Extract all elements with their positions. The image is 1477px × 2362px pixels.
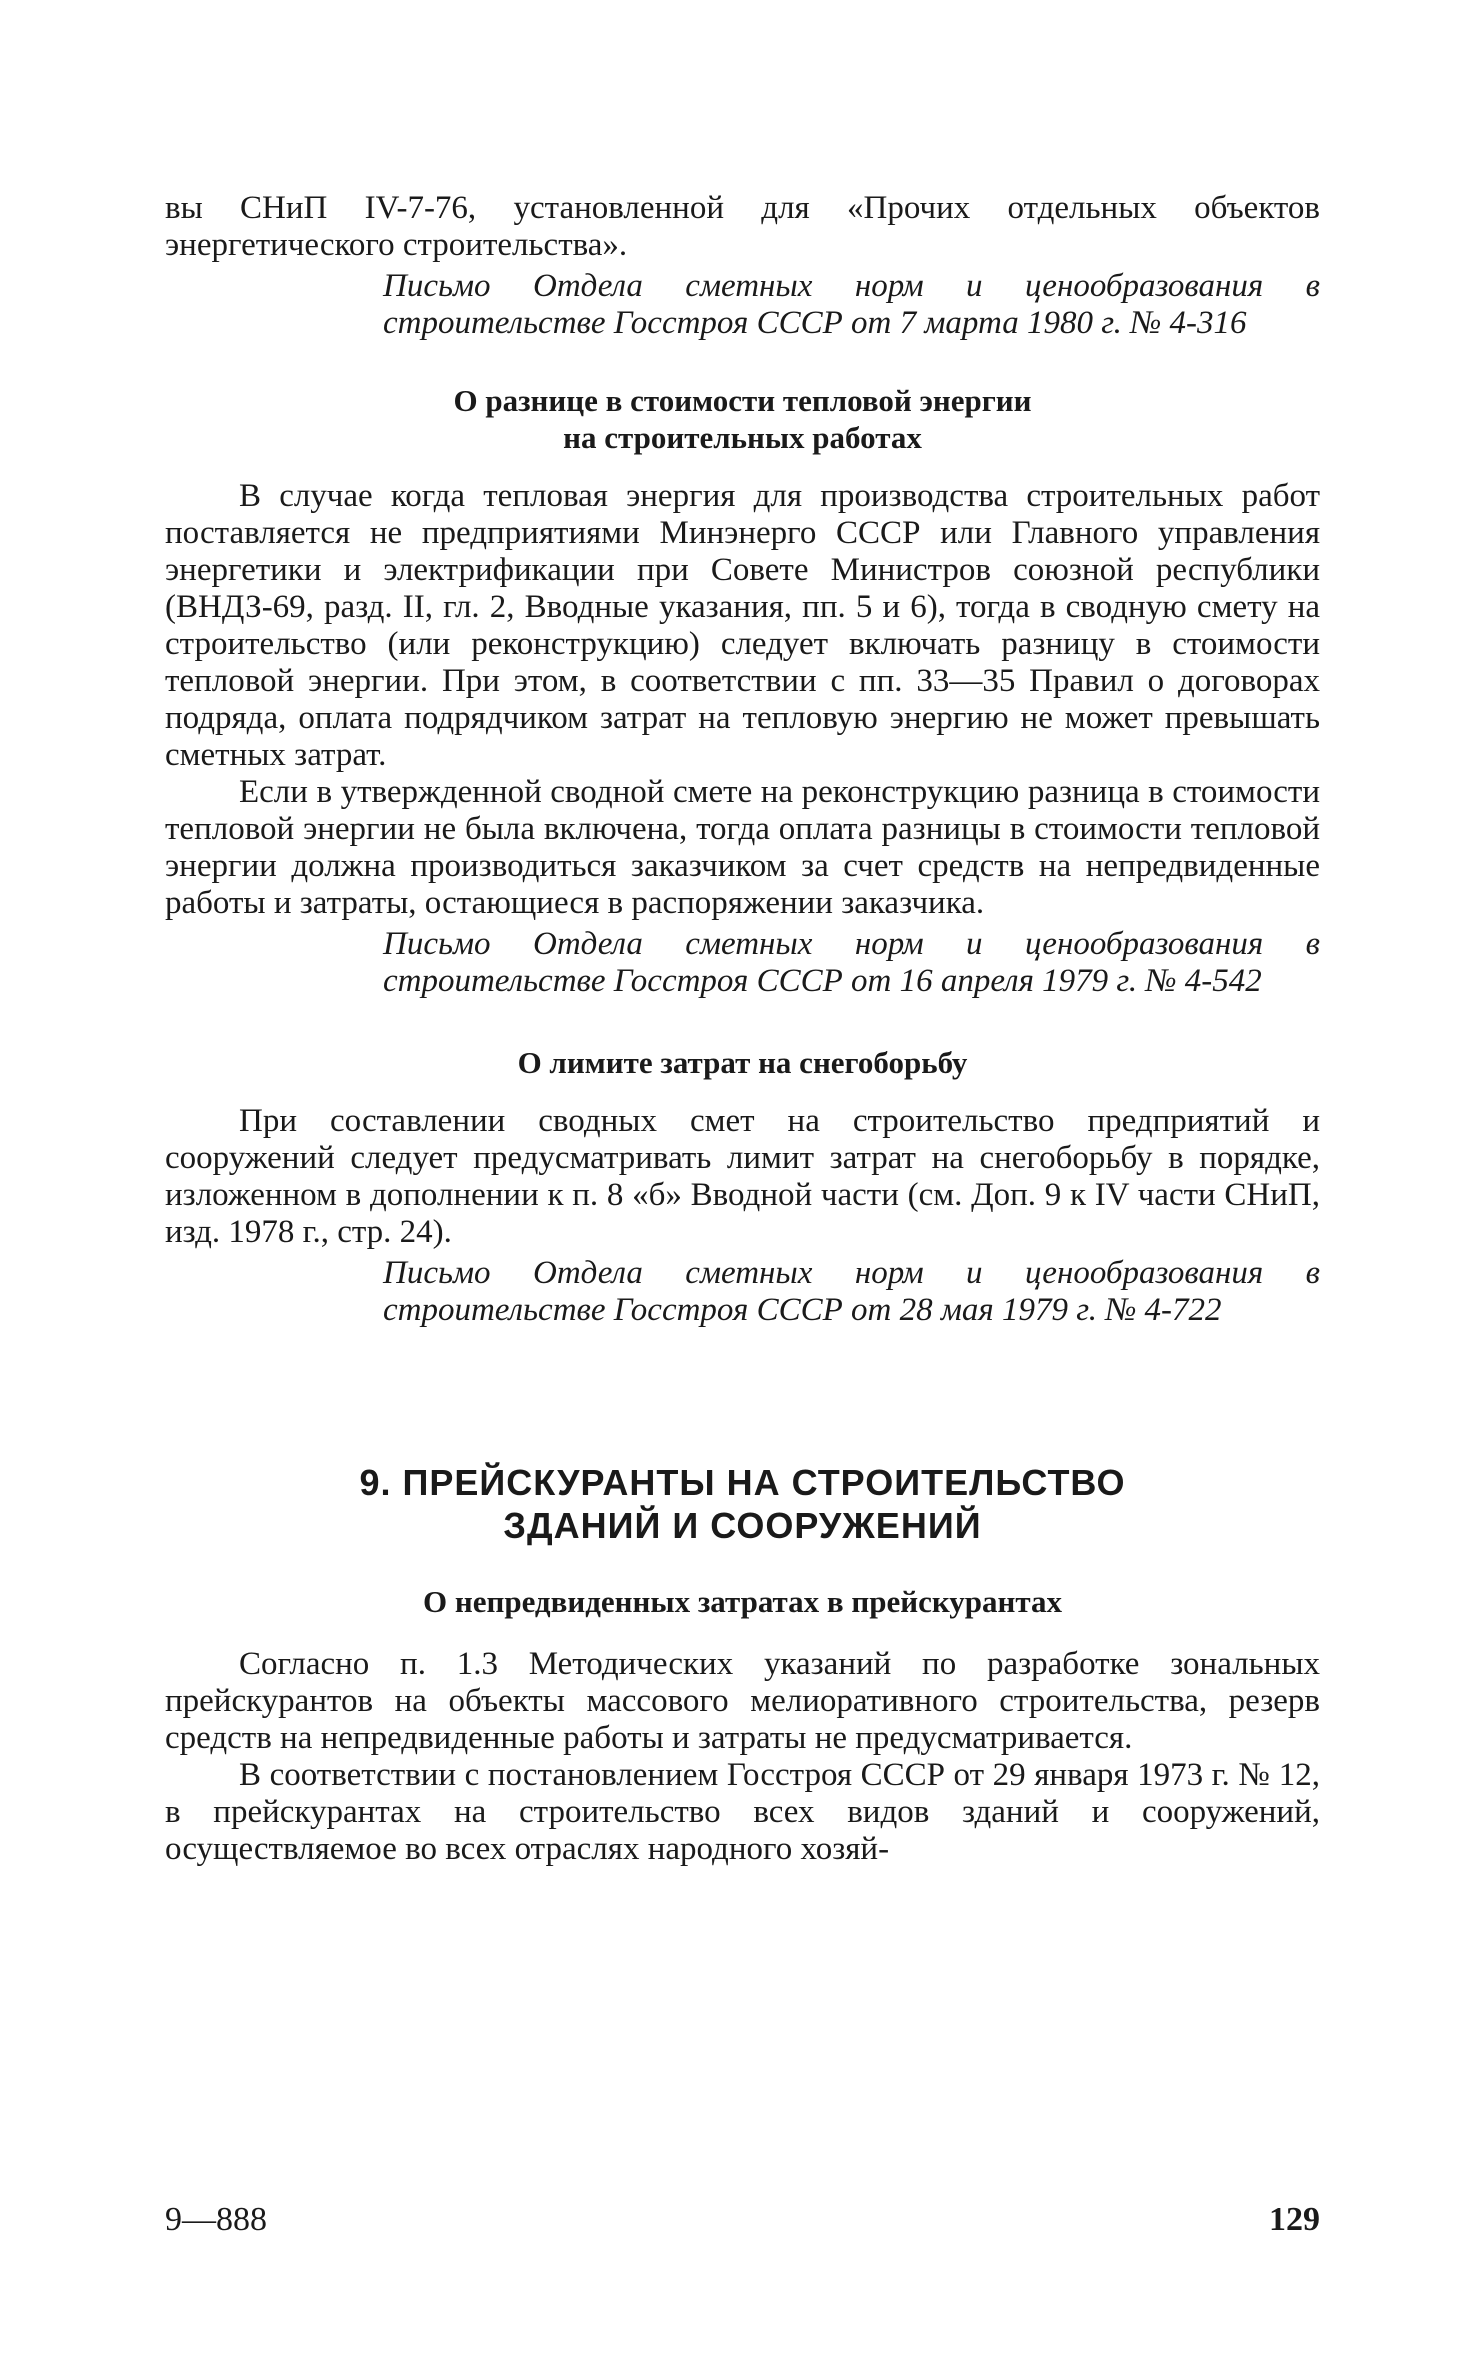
heading-heat-energy: О разнице в стоимости тепловой энергии на строительных работах	[453, 383, 1032, 455]
page-number: 129	[1269, 2201, 1320, 2238]
section-heading-9: 9. ПРЕЙСКУРАНТЫ НА СТРОИТЕЛЬСТВО ЗДАНИЙ И СООРУЖЕНИЙ	[359, 1462, 1126, 1546]
paragraph-unforeseen-2: В соответствии с постановлением Госстроя СССР от 29 января 1973 г. № 12, в прейскурантах на строительство всех видов зданий и сооружений, осуществляемое во всех отраслях народного хозяй-	[165, 1757, 1320, 1867]
paragraph-unforeseen-1: Согласно п. 1.3 Методических указаний по разработке зональных прейскурантов на объекты массового мелиоративного строительства, резерв средств на непредвиденные работы и затраты не предусматривается.	[165, 1646, 1320, 1756]
paragraph-heat-2: Если в утвержденной сводной смете на реконструкцию разница в стоимости тепловой энергии не была включена, тогда оплата разницы в стоимости тепловой энергии должна производиться заказчиком за счет средств на непредвиденные работы и затраты, остающиеся в распоряжении заказчика.	[165, 774, 1320, 921]
printer-signature: 9—888	[165, 2201, 267, 2238]
paragraph-heat-1: В случае когда тепловая энергия для производства строительных работ поставляется не предприятиями Минэнерго СССР или Главного управления энергетики и электрификации при Совете Министров союзной республики (ВНДЗ-69, разд. II, гл. 2, Вводные указания, пп. 5 и 6), тогда в сводную смету на строительство (или реконструкцию) следует включать разницу в стоимости тепловой энергии. При этом, в соответствии с пп. 33—35 Правил о договорах подряда, оплата подрядчиком затрат на тепловую энергию не может превышать сметных затрат.	[165, 478, 1320, 773]
citation-1: Письмо Отдела сметных норм и ценообразования в строительстве Госстроя СССР от 7 марта 1980 г. № 4-316	[383, 268, 1320, 341]
citation-2: Письмо Отдела сметных норм и ценообразования в строительстве Госстроя СССР от 16 апреля 1979 г. № 4-542	[383, 926, 1320, 999]
paragraph-continuation: вы СНиП IV-7-76, установленной для «Прочих отдельных объектов энергетического строительства».	[165, 190, 1320, 263]
heading-unforeseen: О непредвиденных затратах в прейскурантах	[423, 1584, 1062, 1619]
citation-3: Письмо Отдела сметных норм и ценообразования в строительстве Госстроя СССР от 28 мая 1979 г. № 4-722	[383, 1255, 1320, 1328]
heading-snow: О лимите затрат на снегоборьбу	[517, 1045, 968, 1080]
page-body	[165, 190, 1320, 1868]
paragraph-snow: При составлении сводных смет на строительство предприятий и сооружений следует предусматривать лимит затрат на снегоборьбу в порядке, изложенном в дополнении к п. 8 «б» Вводной части (см. Доп. 9 к IV части СНиП, изд. 1978 г., стр. 24).	[165, 1103, 1320, 1250]
